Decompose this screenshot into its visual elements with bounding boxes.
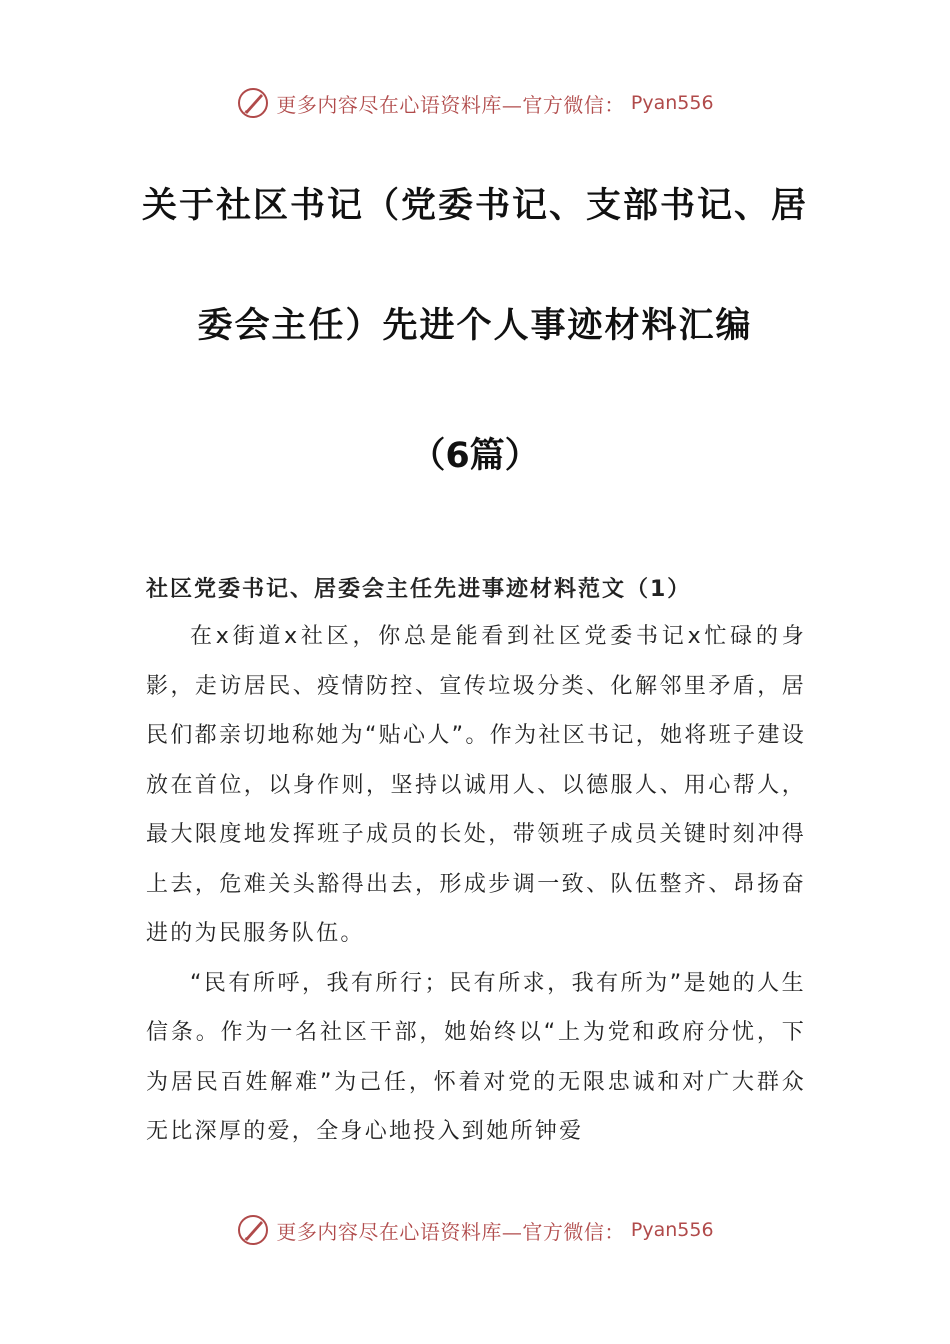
header-wechat-id: Pyan556 (630, 92, 714, 114)
header-banner-text: 更多内容尽在心语资料库—官方微信： (276, 92, 625, 117)
body-text (146, 612, 806, 1157)
quill-logo-icon (236, 86, 270, 120)
document-title-line-1: 关于社区书记（党委书记、支部书记、居 (141, 186, 808, 226)
header-banner (0, 86, 950, 120)
body-paragraph: 在x街道x社区，你总是能看到社区党委书记x忙碌的身影，走访居民、疫情防控、宣传垃圾分类、化解邻里矛盾，居民们都亲切地称她为“贴心人”。作为社区书记，她将班子建设放在首位，以身作则，坚持以诚用人、以德服人、用心帮人，最大限度地发挥班子成员的长处，带领班子成员关键时刻冲得上去，危难关头豁得出去，形成步调一致、队伍整齐、昂扬奋进的为民服务队伍。 (146, 624, 806, 946)
document-title-count: （6篇） (410, 436, 540, 476)
document-title-line-2: 委会主任）先进个人事迹材料汇编 (197, 306, 753, 346)
section-heading: 社区党委书记、居委会主任先进事迹材料范文（1） (146, 577, 692, 602)
body-paragraph: “民有所呼，我有所行；民有所求，我有所为”是她的人生信条。作为一名社区干部，她始终以“上为党和政府分忧，下为居民百姓解难”为己任，怀着对党的无限忠诚和对广大群众无比深厚的爱，全身心地投入到她所钟爱 (146, 970, 806, 1144)
footer-banner-text: 更多内容尽在心语资料库—官方微信： (276, 1219, 625, 1244)
quill-logo-icon (236, 1213, 270, 1247)
footer-banner (0, 1213, 950, 1247)
footer-wechat-id: Pyan556 (630, 1219, 714, 1241)
